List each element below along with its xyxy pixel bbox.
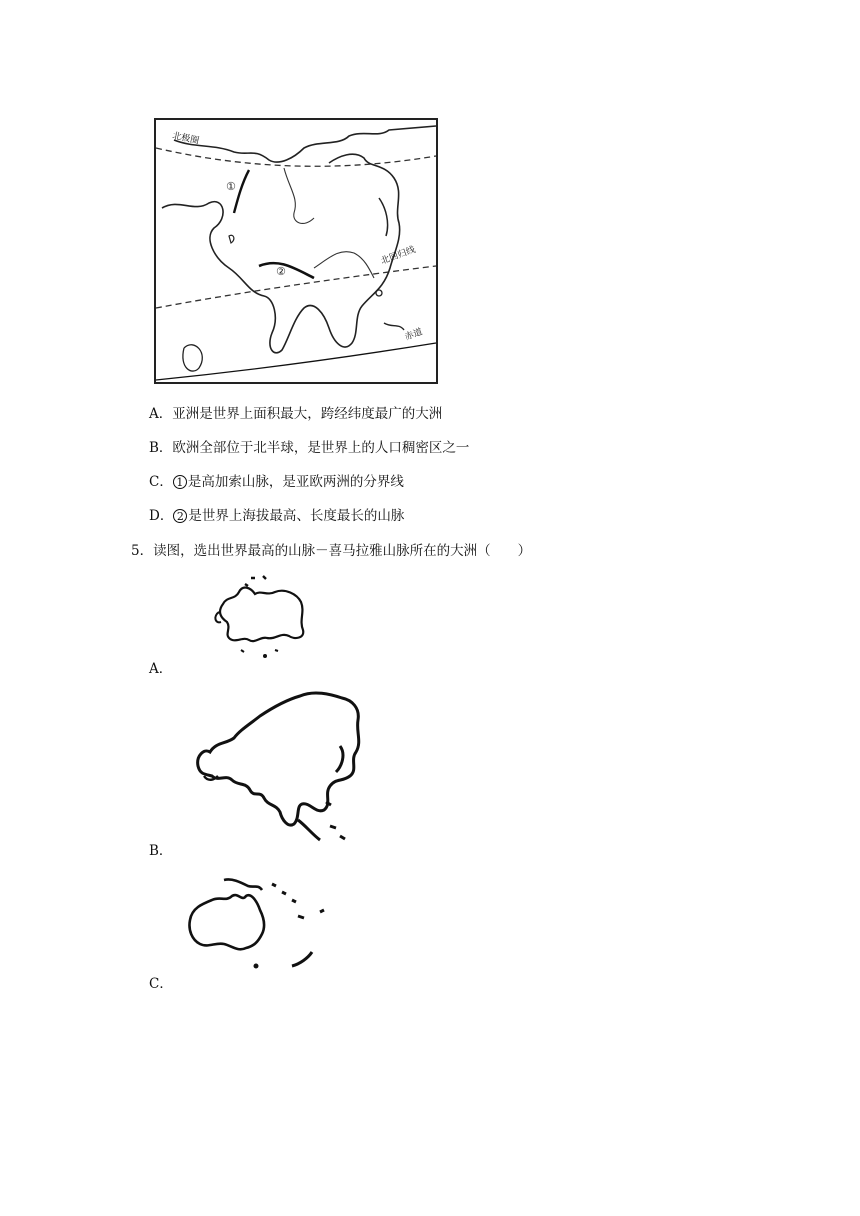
- oceania-outline-image: [180, 870, 334, 980]
- option-d-text: 是世界上海拔最高、长度最长的山脉: [188, 508, 405, 524]
- option-c-marker: 1: [173, 475, 187, 489]
- q5-option-c-letter: C．: [149, 976, 173, 992]
- map-label-equator: 赤道: [403, 326, 424, 342]
- option-c-letter: C．: [149, 474, 173, 490]
- option-b: [149, 439, 469, 457]
- q5-option-b-letter: B．: [149, 843, 173, 859]
- option-a: [149, 405, 442, 423]
- option-c-text: 是高加索山脉，是亚欧两洲的分界线: [187, 474, 404, 490]
- asia-outline-image: [190, 686, 368, 850]
- question-5-number: 5．: [131, 543, 154, 559]
- question-5: [131, 542, 531, 560]
- option-d-marker: 2: [173, 509, 187, 523]
- map-marker-2: ②: [276, 265, 286, 278]
- option-c: [149, 473, 404, 491]
- option-d-letter: D．: [149, 508, 174, 524]
- map-label-arctic-circle: 北极圈: [171, 130, 201, 146]
- europe-outline-image: [205, 572, 311, 664]
- option-b-letter: B．: [149, 440, 173, 456]
- option-a-text: 亚洲是世界上面积最大，跨经纬度最广的大洲: [172, 406, 443, 422]
- map-label-tropic: 北回归线: [379, 244, 417, 266]
- question-5-stem: 读图，选出世界最高的山脉－喜马拉雅山脉所在的大洲（ ）: [153, 543, 532, 559]
- q5-option-a-letter: A．: [149, 661, 173, 677]
- option-b-text: 欧洲全部位于北半球，是世界上的人口稠密区之一: [172, 440, 470, 456]
- asia-map-figure: [154, 118, 438, 384]
- option-d: [149, 507, 404, 525]
- map-marker-1: ①: [226, 180, 236, 193]
- option-a-letter: A．: [149, 406, 173, 422]
